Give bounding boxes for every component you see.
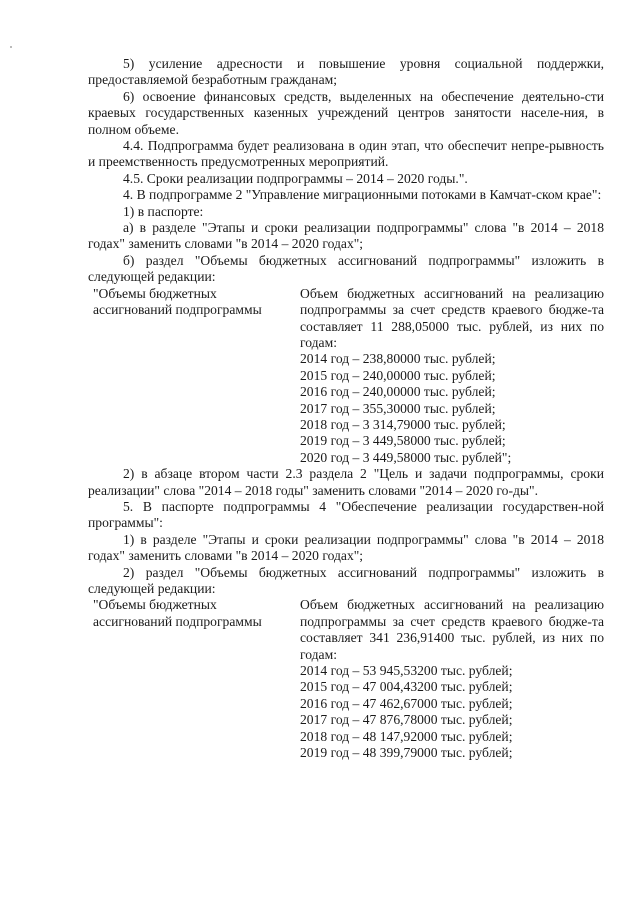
table-value-cell [300, 286, 604, 466]
paragraph-6: 6) освоение финансовых средств, выделенных на обеспечение деятельно-сти краевых государственных казенных учреждений центров занятости населе-ния, в полном объеме. [88, 88, 604, 137]
budget-year-line: 2019 год – 48 399,79000 тыс. рублей; [300, 745, 513, 761]
table-label-cell [88, 286, 300, 466]
paragraph-1-stages: 1) в разделе "Этапы и сроки реализации подпрограммы" слова "в 2014 – 2018 годах" заменить словами "в 2014 – 2020 годах"; [88, 531, 604, 564]
paragraph-b: б) раздел "Объемы бюджетных ассигнований подпрограммы" изложить в следующей редакции: [88, 252, 604, 285]
budget-year-line: 2014 год – 53 945,53200 тыс. рублей; [300, 663, 513, 679]
paragraph-a: а) в разделе "Этапы и сроки реализации подпрограммы" слова "в 2014 – 2018 годах" заменить словами "в 2014 – 2020 годах"; [88, 220, 604, 252]
budget-year-line: 2016 год – 47 462,67000 тыс. рублей; [300, 695, 513, 711]
table-label-line: "Объемы бюджетных [93, 285, 217, 301]
budget-table-subprogram-2 [88, 286, 604, 466]
budget-year-line: 2015 год – 240,00000 тыс. рублей; [300, 367, 496, 383]
table-value-cell [300, 597, 604, 761]
paragraph-item-4: 4. В подпрограмме 2 "Управление миграционными потоками в Камчат-ском крае": [123, 187, 602, 203]
budget-description: Объем бюджетных ассигнований на реализацию подпрограммы за счет средств краевого бюдже-та составляет 11 288,05000 тыс. рублей, из них по годам: [300, 285, 604, 350]
budget-year-line: 2014 год – 238,80000 тыс. рублей; [300, 351, 496, 367]
budget-year-line: 2017 год – 47 876,78000 тыс. рублей; [300, 712, 513, 728]
paragraph-5: 5) усиление адресности и повышение уровня социальной поддержки, предоставляемой безработным гражданам; [88, 56, 604, 88]
budget-year-line: 2019 год – 3 449,58000 тыс. рублей; [300, 433, 506, 449]
table-label-line: ассигнований подпрограммы [93, 613, 262, 629]
paragraph-4-5: 4.5. Сроки реализации подпрограммы – 2014 – 2020 годы.". [123, 170, 468, 186]
scan-speck [10, 46, 12, 48]
budget-year-line: 2017 год – 355,30000 тыс. рублей; [300, 400, 496, 416]
paragraph-item-5: 5. В паспорте подпрограммы 4 "Обеспечение реализации государствен-ной программы": [88, 498, 604, 531]
paragraph-2-abzac: 2) в абзаце втором части 2.3 раздела 2 "Цель и задачи подпрограммы, сроки реализации" слова "2014 – 2018 годы" заменить словами "2014 – 2020 го-ды". [88, 466, 604, 498]
budget-year-line: 2016 год – 240,00000 тыс. рублей; [300, 384, 496, 400]
budget-year-line: 2018 год – 3 314,79000 тыс. рублей; [300, 416, 506, 432]
table-label-cell [88, 597, 300, 761]
table-label-line: ассигнований подпрограммы [93, 302, 262, 318]
budget-description: Объем бюджетных ассигнований на реализацию подпрограммы за счет средств краевого бюдже-та составляет 341 236,91400 тыс. рублей, из них по годам: [300, 597, 604, 662]
paragraph-passport: 1) в паспорте: [123, 203, 204, 219]
document-body [88, 56, 604, 761]
paragraph-4-4: 4.4. Подпрограмма будет реализована в один этап, что обеспечит непре-рывность и преемственность предусмотренных мероприятий. [88, 138, 604, 170]
budget-table-subprogram-4 [88, 597, 604, 761]
budget-year-line: 2020 год – 3 449,58000 тыс. рублей"; [300, 449, 512, 465]
budget-year-line: 2015 год – 47 004,43200 тыс. рублей; [300, 679, 513, 695]
paragraph-2-volumes: 2) раздел "Объемы бюджетных ассигнований подпрограммы" изложить в следующей редакции: [88, 564, 604, 596]
table-label-line: "Объемы бюджетных [93, 597, 217, 613]
budget-year-line: 2018 год – 48 147,92000 тыс. рублей; [300, 728, 513, 744]
